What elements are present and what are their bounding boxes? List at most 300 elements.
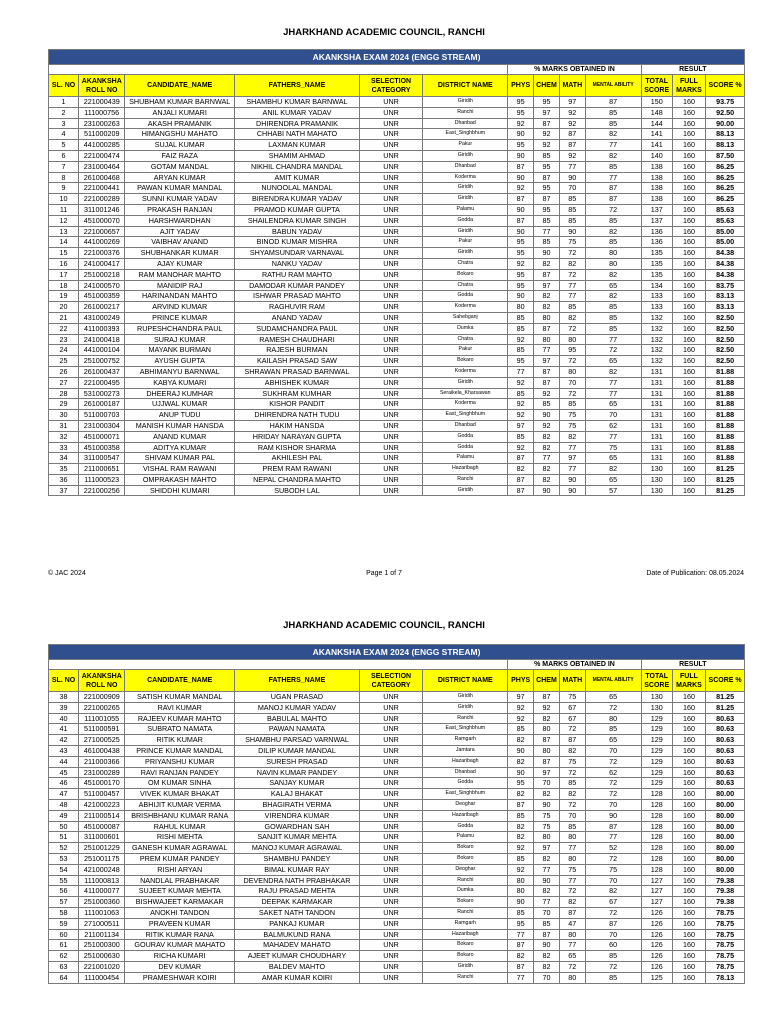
table-row: [49, 194, 745, 205]
cell-score-pct: 80.00: [706, 832, 745, 843]
cell-math: 85: [559, 778, 585, 789]
table-row: [49, 778, 745, 789]
cell-district: Pakur: [423, 237, 508, 248]
cell-fathers-name: MAHADEV MAHATO: [235, 940, 360, 951]
cell-phys: 92: [508, 183, 534, 194]
header-math: MATH: [559, 75, 585, 97]
cell-score-pct: 78.75: [706, 940, 745, 951]
cell-total-score: 138: [641, 172, 672, 183]
cell-district: Deoghar: [423, 864, 508, 875]
cell-math: 75: [559, 237, 585, 248]
cell-phys: 92: [508, 843, 534, 854]
cell-candidate-name: PRIYANSHU KUMAR: [125, 756, 235, 767]
cell-total-score: 128: [641, 843, 672, 854]
cell-full-marks: 160: [672, 474, 705, 485]
cell-mental-ability: 87: [585, 821, 641, 832]
cell-fathers-name: SHAMBHU PARSAD VARNWAL: [235, 735, 360, 746]
cell-category: UNR: [359, 140, 422, 151]
cell-chem: 87: [534, 194, 560, 205]
table-row: [49, 756, 745, 767]
cell-phys: 77: [508, 366, 534, 377]
cell-score-pct: 85.00: [706, 226, 745, 237]
cell-chem: 82: [534, 961, 560, 972]
cell-phys: 87: [508, 799, 534, 810]
cell-full-marks: 160: [672, 226, 705, 237]
cell-category: UNR: [359, 972, 422, 983]
footer-page-number: Page 1 of 7: [366, 570, 402, 577]
cell-candidate-name: SURAJ KUMAR: [125, 334, 235, 345]
cell-phys: 97: [508, 692, 534, 703]
cell-score-pct: 78.13: [706, 972, 745, 983]
cell-category: UNR: [359, 951, 422, 962]
table-row: [49, 410, 745, 421]
cell-total-score: 126: [641, 961, 672, 972]
cell-score-pct: 81.88: [706, 453, 745, 464]
cell-score-pct: 85.63: [706, 204, 745, 215]
cell-chem: 92: [534, 129, 560, 140]
cell-phys: 77: [508, 972, 534, 983]
cell-mental-ability: 65: [585, 280, 641, 291]
cell-total-score: 132: [641, 345, 672, 356]
cell-roll-no: 241000570: [79, 280, 125, 291]
cell-phys: 90: [508, 150, 534, 161]
cell-sl-no: 28: [49, 388, 79, 399]
cell-district: Giridih: [423, 485, 508, 496]
cell-sl-no: 43: [49, 745, 79, 756]
cell-roll-no: 221000657: [79, 226, 125, 237]
cell-math: 87: [559, 907, 585, 918]
cell-sl-no: 15: [49, 248, 79, 259]
cell-phys: 95: [508, 140, 534, 151]
table-row: [49, 789, 745, 800]
table-row: [49, 692, 745, 703]
cell-chem: 85: [534, 918, 560, 929]
cell-chem: 80: [534, 745, 560, 756]
cell-full-marks: 160: [672, 312, 705, 323]
cell-score-pct: 81.88: [706, 399, 745, 410]
cell-candidate-name: ANUP TUDU: [125, 410, 235, 421]
header-mental: MENTAL ABILITY: [585, 670, 641, 692]
cell-full-marks: 160: [672, 745, 705, 756]
cell-candidate-name: PRINCE KUMAR: [125, 312, 235, 323]
cell-total-score: 137: [641, 215, 672, 226]
cell-district: Hazaribagh: [423, 810, 508, 821]
cell-candidate-name: FAIZ RAZA: [125, 150, 235, 161]
cell-math: 72: [559, 323, 585, 334]
cell-mental-ability: 60: [585, 940, 641, 951]
table-row: [49, 248, 745, 259]
cell-chem: 95: [534, 97, 560, 108]
cell-phys: 87: [508, 215, 534, 226]
cell-fathers-name: RATHU RAM MAHTO: [235, 269, 360, 280]
cell-sl-no: 61: [49, 940, 79, 951]
cell-mental-ability: 77: [585, 388, 641, 399]
cell-roll-no: 211000366: [79, 756, 125, 767]
cell-sl-no: 37: [49, 485, 79, 496]
cell-candidate-name: RAJEEV KUMAR MAHTO: [125, 713, 235, 724]
cell-mental-ability: 65: [585, 735, 641, 746]
cell-roll-no: 231000464: [79, 161, 125, 172]
cell-phys: 92: [508, 864, 534, 875]
cell-full-marks: 160: [672, 918, 705, 929]
cell-full-marks: 160: [672, 399, 705, 410]
cell-sl-no: 5: [49, 140, 79, 151]
cell-chem: 80: [534, 312, 560, 323]
cell-total-score: 129: [641, 756, 672, 767]
cell-phys: 92: [508, 702, 534, 713]
cell-roll-no: 311001246: [79, 204, 125, 215]
cell-full-marks: 160: [672, 453, 705, 464]
cell-score-pct: 78.75: [706, 907, 745, 918]
cell-fathers-name: PRAMOD KUMAR GUPTA: [235, 204, 360, 215]
cell-fathers-name: SANJAY KUMAR: [235, 778, 360, 789]
table-row: [49, 215, 745, 226]
table-row: [49, 961, 745, 972]
cell-category: UNR: [359, 420, 422, 431]
cell-score-pct: 80.00: [706, 864, 745, 875]
cell-roll-no: 251001229: [79, 843, 125, 854]
cell-sl-no: 54: [49, 864, 79, 875]
table-row: [49, 226, 745, 237]
cell-category: UNR: [359, 280, 422, 291]
cell-total-score: 127: [641, 875, 672, 886]
cell-mental-ability: 57: [585, 485, 641, 496]
cell-roll-no: 411000393: [79, 323, 125, 334]
cell-score-pct: 81.25: [706, 464, 745, 475]
cell-sl-no: 56: [49, 886, 79, 897]
footer-copyright: © JAC 2024: [48, 570, 86, 577]
table-row: [49, 907, 745, 918]
cell-district: Hazaribagh: [423, 929, 508, 940]
cell-total-score: 127: [641, 897, 672, 908]
cell-phys: 80: [508, 875, 534, 886]
cell-total-score: 128: [641, 789, 672, 800]
cell-district: Ranchi: [423, 875, 508, 886]
cell-district: Ranchi: [423, 713, 508, 724]
cell-math: 80: [559, 832, 585, 843]
cell-chem: 70: [534, 972, 560, 983]
cell-chem: 87: [534, 735, 560, 746]
cell-full-marks: 160: [672, 464, 705, 475]
cell-sl-no: 44: [49, 756, 79, 767]
cell-math: 92: [559, 107, 585, 118]
cell-score-pct: 81.25: [706, 485, 745, 496]
cell-mental-ability: 85: [585, 215, 641, 226]
cell-score-pct: 80.63: [706, 735, 745, 746]
cell-category: UNR: [359, 237, 422, 248]
cell-chem: 90: [534, 875, 560, 886]
cell-phys: 85: [508, 388, 534, 399]
cell-district: Hazaribagh: [423, 464, 508, 475]
cell-full-marks: 160: [672, 356, 705, 367]
cell-roll-no: 251000300: [79, 940, 125, 951]
cell-fathers-name: ANIL KUMAR YADAV: [235, 107, 360, 118]
cell-category: UNR: [359, 692, 422, 703]
cell-phys: 87: [508, 453, 534, 464]
cell-category: UNR: [359, 258, 422, 269]
cell-roll-no: 261000187: [79, 399, 125, 410]
council-title: JHARKHAND ACADEMIC COUNCIL, RANCHI: [283, 620, 485, 631]
cell-full-marks: 160: [672, 140, 705, 151]
cell-full-marks: 160: [672, 107, 705, 118]
cell-category: UNR: [359, 345, 422, 356]
cell-fathers-name: DAMODAR KUMAR PANDEY: [235, 280, 360, 291]
cell-math: 95: [559, 345, 585, 356]
cell-sl-no: 12: [49, 215, 79, 226]
cell-total-score: 138: [641, 161, 672, 172]
cell-full-marks: 160: [672, 334, 705, 345]
cell-full-marks: 160: [672, 799, 705, 810]
cell-category: UNR: [359, 735, 422, 746]
cell-math: 82: [559, 745, 585, 756]
cell-score-pct: 80.00: [706, 821, 745, 832]
cell-chem: 95: [534, 183, 560, 194]
cell-sl-no: 7: [49, 161, 79, 172]
cell-district: Dhanbad: [423, 118, 508, 129]
cell-candidate-name: DEV KUMAR: [125, 961, 235, 972]
cell-fathers-name: SANJIT KUMAR MEHTA: [235, 832, 360, 843]
cell-roll-no: 221000439: [79, 97, 125, 108]
cell-candidate-name: NANDLAL PRABHAKAR: [125, 875, 235, 886]
cell-total-score: 132: [641, 312, 672, 323]
cell-roll-no: 231000304: [79, 420, 125, 431]
cell-full-marks: 160: [672, 961, 705, 972]
cell-sl-no: 39: [49, 702, 79, 713]
cell-chem: 82: [534, 951, 560, 962]
cell-fathers-name: DHIRENDRA NATH TUDU: [235, 410, 360, 421]
cell-score-pct: 85.63: [706, 215, 745, 226]
cell-total-score: 126: [641, 951, 672, 962]
cell-phys: 90: [508, 204, 534, 215]
table-row: [49, 745, 745, 756]
cell-district: Bokaro: [423, 269, 508, 280]
cell-total-score: 131: [641, 431, 672, 442]
cell-district: Pakur: [423, 345, 508, 356]
cell-sl-no: 11: [49, 204, 79, 215]
cell-score-pct: 78.75: [706, 961, 745, 972]
cell-total-score: 130: [641, 464, 672, 475]
cell-math: 85: [559, 399, 585, 410]
cell-total-score: 131: [641, 453, 672, 464]
cell-candidate-name: SHUBHAM KUMAR BARNWAL: [125, 97, 235, 108]
cell-candidate-name: RISHI ARYAN: [125, 864, 235, 875]
cell-chem: 77: [534, 864, 560, 875]
table-row: [49, 302, 745, 313]
cell-candidate-name: RISHI MEHTA: [125, 832, 235, 843]
cell-score-pct: 83.13: [706, 291, 745, 302]
cell-roll-no: 451000358: [79, 442, 125, 453]
cell-sl-no: 31: [49, 420, 79, 431]
cell-mental-ability: 82: [585, 226, 641, 237]
cell-fathers-name: LAXMAN KUMAR: [235, 140, 360, 151]
cell-total-score: 131: [641, 377, 672, 388]
cell-district: Giridih: [423, 183, 508, 194]
cell-math: 72: [559, 248, 585, 259]
cell-mental-ability: 77: [585, 832, 641, 843]
cell-chem: 92: [534, 702, 560, 713]
cell-mental-ability: 82: [585, 269, 641, 280]
cell-chem: 87: [534, 118, 560, 129]
cell-phys: 95: [508, 356, 534, 367]
cell-roll-no: 271000511: [79, 918, 125, 929]
cell-total-score: 131: [641, 399, 672, 410]
cell-full-marks: 160: [672, 713, 705, 724]
cell-mental-ability: 80: [585, 248, 641, 259]
cell-district: Koderma: [423, 172, 508, 183]
cell-category: UNR: [359, 907, 422, 918]
table-row: [49, 886, 745, 897]
cell-category: UNR: [359, 886, 422, 897]
cell-chem: 87: [534, 929, 560, 940]
cell-candidate-name: BISHWAJEET KARMAKAR: [125, 897, 235, 908]
table-row: [49, 204, 745, 215]
cell-phys: 92: [508, 410, 534, 421]
cell-roll-no: 461000438: [79, 745, 125, 756]
header-roll-no: AKANKSHA ROLL NO: [79, 75, 125, 97]
cell-category: UNR: [359, 821, 422, 832]
cell-candidate-name: SUNNI KUMAR YADAV: [125, 194, 235, 205]
cell-mental-ability: 65: [585, 399, 641, 410]
cell-total-score: 126: [641, 940, 672, 951]
cell-district: Ranchi: [423, 907, 508, 918]
cell-score-pct: 86.25: [706, 172, 745, 183]
cell-category: UNR: [359, 961, 422, 972]
cell-sl-no: 63: [49, 961, 79, 972]
cell-fathers-name: SHYAMSUNDAR VARNAVAL: [235, 248, 360, 259]
cell-chem: 82: [534, 291, 560, 302]
cell-full-marks: 160: [672, 280, 705, 291]
cell-score-pct: 80.00: [706, 843, 745, 854]
cell-score-pct: 86.25: [706, 183, 745, 194]
header-score-pct: SCORE %: [706, 75, 745, 97]
cell-total-score: 129: [641, 713, 672, 724]
cell-roll-no: 251000630: [79, 951, 125, 962]
cell-roll-no: 211000651: [79, 464, 125, 475]
header-candidate: CANDIDATE_NAME: [125, 75, 235, 97]
cell-phys: 82: [508, 832, 534, 843]
cell-mental-ability: 70: [585, 929, 641, 940]
cell-score-pct: 81.88: [706, 431, 745, 442]
cell-total-score: 128: [641, 832, 672, 843]
cell-full-marks: 160: [672, 485, 705, 496]
cell-chem: 77: [534, 897, 560, 908]
cell-math: 72: [559, 724, 585, 735]
cell-score-pct: 80.00: [706, 810, 745, 821]
cell-score-pct: 79.38: [706, 897, 745, 908]
cell-candidate-name: DHEERAJ KUMHAR: [125, 388, 235, 399]
cell-mental-ability: 87: [585, 183, 641, 194]
footer-publication-date: Date of Publication: 08.05.2024: [646, 570, 744, 577]
cell-math: 77: [559, 161, 585, 172]
cell-roll-no: 271000525: [79, 735, 125, 746]
header-result-group: RESULT: [641, 65, 744, 75]
cell-mental-ability: 87: [585, 97, 641, 108]
cell-chem: 85: [534, 150, 560, 161]
table-row: [49, 864, 745, 875]
cell-total-score: 141: [641, 140, 672, 151]
cell-chem: 80: [534, 832, 560, 843]
cell-mental-ability: 72: [585, 204, 641, 215]
cell-full-marks: 160: [672, 756, 705, 767]
cell-chem: 87: [534, 172, 560, 183]
cell-sl-no: 57: [49, 897, 79, 908]
cell-sl-no: 36: [49, 474, 79, 485]
results-table: [48, 49, 745, 496]
cell-fathers-name: ISHWAR PRASAD MAHTO: [235, 291, 360, 302]
cell-sl-no: 18: [49, 280, 79, 291]
cell-roll-no: 211001134: [79, 929, 125, 940]
cell-total-score: 131: [641, 366, 672, 377]
cell-roll-no: 451000170: [79, 778, 125, 789]
cell-chem: 82: [534, 442, 560, 453]
cell-category: UNR: [359, 431, 422, 442]
cell-math: 75: [559, 692, 585, 703]
cell-full-marks: 160: [672, 789, 705, 800]
cell-sl-no: 32: [49, 431, 79, 442]
table-row: [49, 431, 745, 442]
cell-category: UNR: [359, 377, 422, 388]
cell-chem: 87: [534, 692, 560, 703]
cell-math: 80: [559, 853, 585, 864]
cell-district: Palamu: [423, 832, 508, 843]
cell-chem: 90: [534, 485, 560, 496]
table-row: [49, 767, 745, 778]
cell-full-marks: 160: [672, 431, 705, 442]
cell-sl-no: 34: [49, 453, 79, 464]
cell-phys: 82: [508, 951, 534, 962]
cell-phys: 92: [508, 377, 534, 388]
cell-category: UNR: [359, 767, 422, 778]
cell-full-marks: 160: [672, 951, 705, 962]
cell-chem: 77: [534, 345, 560, 356]
cell-district: Chatra: [423, 258, 508, 269]
cell-phys: 82: [508, 464, 534, 475]
cell-full-marks: 160: [672, 767, 705, 778]
cell-math: 70: [559, 183, 585, 194]
cell-total-score: 138: [641, 183, 672, 194]
cell-score-pct: 93.75: [706, 97, 745, 108]
cell-mental-ability: 65: [585, 356, 641, 367]
cell-fathers-name: KISHOR PANDIT: [235, 399, 360, 410]
cell-sl-no: 14: [49, 237, 79, 248]
cell-total-score: 125: [641, 972, 672, 983]
cell-total-score: 128: [641, 810, 672, 821]
cell-sl-no: 13: [49, 226, 79, 237]
cell-candidate-name: HARSHWARDHAN: [125, 215, 235, 226]
cell-full-marks: 160: [672, 118, 705, 129]
cell-score-pct: 88.13: [706, 129, 745, 140]
cell-score-pct: 78.75: [706, 951, 745, 962]
header-category: SELECTION CATEGORY: [359, 670, 422, 692]
cell-total-score: 128: [641, 853, 672, 864]
cell-mental-ability: 77: [585, 140, 641, 151]
cell-phys: 87: [508, 485, 534, 496]
cell-full-marks: 160: [672, 929, 705, 940]
results-body: [49, 97, 745, 496]
cell-district: Ramgarh: [423, 735, 508, 746]
cell-candidate-name: ANJALI KUMARI: [125, 107, 235, 118]
cell-mental-ability: 75: [585, 864, 641, 875]
cell-candidate-name: GANESH KUMAR AGRAWAL: [125, 843, 235, 854]
cell-full-marks: 160: [672, 248, 705, 259]
cell-district: Bokaro: [423, 843, 508, 854]
cell-full-marks: 160: [672, 410, 705, 421]
cell-fathers-name: BHAGIRATH VERMA: [235, 799, 360, 810]
cell-roll-no: 511000703: [79, 410, 125, 421]
cell-phys: 90: [508, 745, 534, 756]
cell-math: 90: [559, 226, 585, 237]
cell-district: East_Singhbhum: [423, 724, 508, 735]
